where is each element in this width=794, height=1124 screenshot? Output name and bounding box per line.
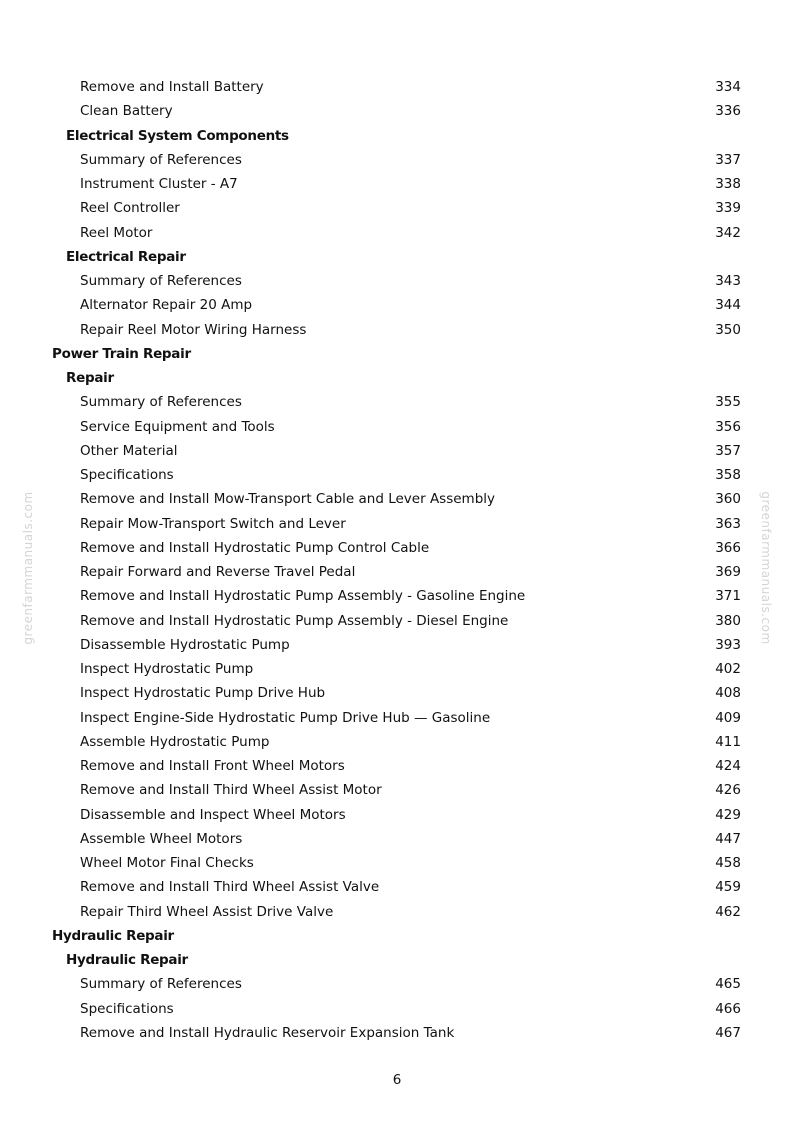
toc-entry-title: Specifications	[80, 467, 174, 483]
toc-entry-title: Repair Reel Motor Wiring Harness	[80, 321, 307, 338]
toc-entry[interactable]	[0, 99, 794, 123]
toc-entry-title: Repair	[66, 370, 114, 386]
toc-entry-page: 402	[715, 661, 741, 677]
toc-entry-page: 350	[715, 321, 741, 338]
toc-entry-page: 357	[715, 442, 741, 459]
toc-entry-title: Summary of References	[80, 151, 242, 168]
toc-entry-page: 334	[715, 79, 741, 95]
toc-entry-title: Electrical Repair	[66, 248, 186, 265]
toc-entry[interactable]	[0, 730, 794, 754]
toc-entry[interactable]	[0, 221, 794, 245]
watermark-left: greenfarmmanuals.com	[21, 491, 35, 645]
toc-subsection-heading	[0, 245, 794, 269]
toc-entry-page: 462	[715, 903, 741, 920]
toc-entry-page: 466	[715, 1000, 741, 1017]
toc-entry-page: 459	[715, 879, 741, 896]
toc-entry-title: Remove and Install Hydraulic Reservoir Expansion Tank	[80, 1024, 455, 1041]
watermark-right: greenfarmmanuals.com	[759, 491, 773, 645]
toc-entry-title: Summary of References	[80, 976, 242, 993]
toc-entry-page: 338	[715, 176, 741, 192]
toc-entry-page: 355	[715, 394, 741, 411]
toc-entry-page: 369	[715, 564, 741, 580]
toc-entry-title: Repair Mow-Transport Switch and Lever	[80, 515, 346, 532]
toc-subsection-heading	[0, 366, 794, 390]
toc-entry-title: Remove and Install Mow-Transport Cable and Lever Assembly	[80, 491, 496, 508]
toc-entry-page: 458	[715, 855, 741, 871]
toc-entry[interactable]	[0, 536, 794, 560]
toc-entry-page: 408	[715, 685, 741, 702]
toc-entry-title: Disassemble and Inspect Wheel Motors	[80, 806, 346, 823]
toc-entry-page: 424	[715, 758, 741, 774]
toc-subsection-heading	[0, 948, 794, 972]
toc-entry[interactable]	[0, 657, 794, 681]
toc-entry-title: Alternator Repair 20 Amp	[80, 297, 253, 314]
toc-entry-page: 371	[715, 588, 741, 605]
toc-entry[interactable]	[0, 463, 794, 487]
toc-entry[interactable]	[0, 269, 794, 293]
toc-entry-page: 393	[715, 636, 741, 653]
toc-entry-page: 363	[715, 515, 741, 532]
toc-entry-title: Disassemble Hydrostatic Pump	[80, 636, 290, 653]
toc-entry[interactable]	[0, 390, 794, 414]
toc-entry-page: 343	[715, 273, 741, 289]
toc-entry-title: Remove and Install Hydrostatic Pump Assembly - Gasoline Engine	[80, 588, 526, 605]
toc-entry[interactable]	[0, 75, 794, 99]
toc-entry-title: Remove and Install Battery	[80, 79, 264, 95]
toc-entry[interactable]	[0, 487, 794, 511]
toc-entry-page: 366	[715, 539, 741, 556]
toc-entry[interactable]	[0, 415, 794, 439]
toc-entry-title: Inspect Hydrostatic Pump	[80, 661, 254, 677]
toc-entry[interactable]	[0, 851, 794, 875]
toc-entry-page: 465	[715, 976, 741, 993]
toc-entry-title: Repair Forward and Reverse Travel Pedal	[80, 564, 356, 580]
toc-entry-title: Remove and Install Third Wheel Assist Valve	[80, 879, 380, 896]
toc-entry[interactable]	[0, 293, 794, 317]
toc-entry-page: 360	[715, 491, 741, 508]
toc-entry-title: Repair Third Wheel Assist Drive Valve	[80, 903, 334, 920]
toc-entry[interactable]	[0, 633, 794, 657]
toc-entry-title: Clean Battery	[80, 103, 173, 120]
toc-entry-page: 336	[715, 103, 741, 120]
toc-entry[interactable]	[0, 1021, 794, 1045]
toc-entry-title: Power Train Repair	[52, 345, 191, 362]
toc-entry-title: Summary of References	[80, 394, 242, 411]
toc-entry-page: 429	[715, 806, 741, 823]
toc-entry[interactable]	[0, 754, 794, 778]
toc-entry-title: Inspect Hydrostatic Pump Drive Hub	[80, 685, 326, 702]
toc-entry[interactable]	[0, 997, 794, 1021]
page-number: 6	[392, 1072, 402, 1088]
toc-entry-page: 426	[715, 782, 741, 799]
toc-entry[interactable]	[0, 827, 794, 851]
toc-entry[interactable]	[0, 584, 794, 608]
toc-entry[interactable]	[0, 148, 794, 172]
toc-entry[interactable]	[0, 875, 794, 899]
toc-entry-page: 342	[715, 224, 741, 241]
toc-entry-page: 467	[715, 1024, 741, 1041]
toc-section-heading	[0, 342, 794, 366]
toc-entry-page: 339	[715, 200, 741, 217]
toc-entry-title: Hydraulic Repair	[66, 952, 188, 968]
toc-entry-title: Assemble Wheel Motors	[80, 830, 243, 847]
toc-entry-title: Assemble Hydrostatic Pump	[80, 733, 270, 750]
toc-entry-title: Remove and Install Hydrostatic Pump Assembly - Diesel Engine	[80, 612, 509, 629]
toc-entry-title: Hydraulic Repair	[52, 927, 174, 944]
toc-entry-page: 358	[715, 467, 741, 483]
toc-entry-title: Electrical System Components	[66, 127, 289, 144]
toc-entry[interactable]	[0, 512, 794, 536]
toc-entry[interactable]	[0, 972, 794, 996]
toc-section-heading	[0, 924, 794, 948]
toc-entry-page: 337	[715, 151, 741, 168]
toc-entry[interactable]	[0, 560, 794, 584]
toc-entry[interactable]	[0, 196, 794, 220]
toc-entry-title: Remove and Install Hydrostatic Pump Control Cable	[80, 539, 430, 556]
toc-entry[interactable]	[0, 778, 794, 802]
toc-entry-title: Remove and Install Front Wheel Motors	[80, 758, 345, 774]
toc-entry[interactable]	[0, 803, 794, 827]
toc-entry-page: 380	[715, 612, 741, 629]
toc-entry[interactable]	[0, 681, 794, 705]
toc-entry-page: 344	[715, 297, 741, 314]
toc-entry-page: 447	[715, 830, 741, 847]
toc-entry-page: 409	[715, 709, 741, 726]
toc-entry-page: 356	[715, 418, 741, 435]
toc-entry-title: Other Material	[80, 442, 178, 459]
toc-entry[interactable]	[0, 609, 794, 633]
toc-entry-title: Specifications	[80, 1000, 174, 1017]
toc-entry-title: Inspect Engine-Side Hydrostatic Pump Drive Hub — Gasoline	[80, 709, 491, 726]
toc-entry-title: Reel Motor	[80, 224, 153, 241]
toc-entry-title: Reel Controller	[80, 200, 180, 217]
toc-entry[interactable]	[0, 172, 794, 196]
toc-entry[interactable]	[0, 439, 794, 463]
toc-entry-title: Wheel Motor Final Checks	[80, 855, 254, 871]
toc-entry-title: Summary of References	[80, 273, 242, 289]
toc-entry[interactable]	[0, 900, 794, 924]
table-of-contents	[0, 75, 794, 1045]
toc-entry-page: 411	[715, 733, 741, 750]
toc-entry[interactable]	[0, 706, 794, 730]
toc-entry[interactable]	[0, 318, 794, 342]
toc-subsection-heading	[0, 124, 794, 148]
toc-entry-title: Instrument Cluster - A7	[80, 176, 238, 192]
toc-entry-title: Service Equipment and Tools	[80, 418, 275, 435]
toc-entry-title: Remove and Install Third Wheel Assist Motor	[80, 782, 382, 799]
